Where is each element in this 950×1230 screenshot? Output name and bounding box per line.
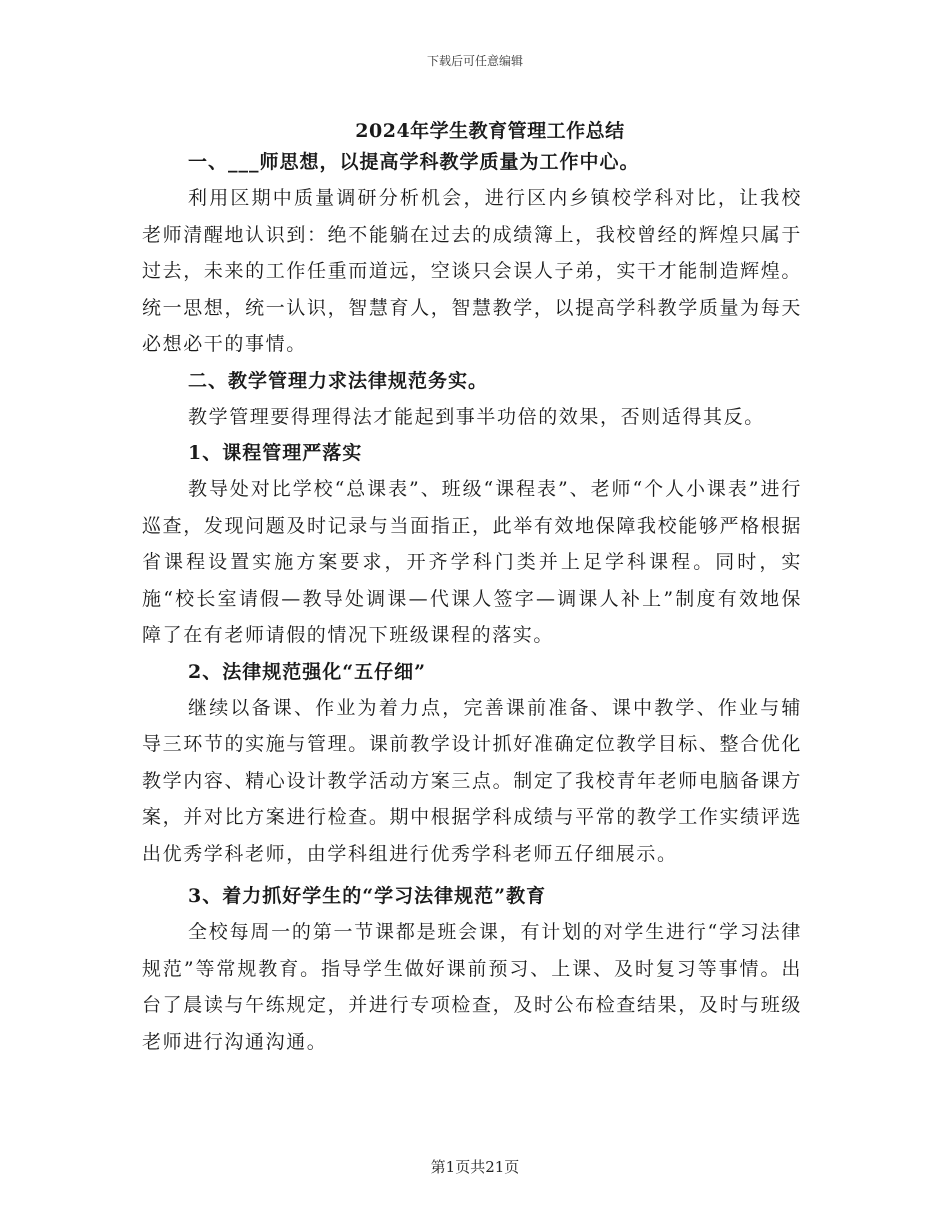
paragraph-1: 利用区期中质量调研分析机会，进行区内乡镇校学科对比，让我校老师清醒地认识到：绝不能躺在过去的成绩簿上，我校曾经的辉煌只属于过去，未来的工作任重而道远，空谈只会误人子弟，实干才能制造辉煌。统一思想，统一认识，智慧育人，智慧教学，以提高学科教学质量为每天必想必干的事情。 bbox=[142, 187, 802, 355]
subsection-heading-study-norms: 3、着力抓好学生的“学习法律规范”教育 bbox=[188, 885, 547, 907]
page-header-note: 下载后可任意编辑 bbox=[426, 54, 523, 68]
paragraph-5: 全校每周一的第一节课都是班会课，有计划的对学生进行“学习法律规范”等常规教育。指导学生做好课前预习、上课、及时复习等事情。出台了晨读与午练规定，并进行专项检查，及时公布检查结果，及时与班级老师进行沟通沟通。 bbox=[142, 921, 802, 1053]
section-heading-1: 一、___师思想，以提高学科教学质量为工作中心。 bbox=[188, 151, 640, 173]
paragraph-3: 教导处对比学校“总课表”、班级“课程表”、老师“个人小课表”进行巡查，发现问题及时记录与当面指正，此举有效地保障我校能够严格根据省课程设置实施方案要求，开齐学科门类并上足学科课程。同时，实施“校长室请假—教导处调课—代课人签字—调课人补上”制度有效地保障了在有老师请假的情况下班级课程的落实。 bbox=[142, 478, 802, 646]
document-title: 2024年学生教育管理工作总结 bbox=[355, 120, 625, 142]
paragraph-2: 教学管理要得理得法才能起到事半功倍的效果，否则适得其反。 bbox=[188, 405, 765, 428]
subsection-heading-five-details: 2、法律规范强化“五仔细” bbox=[188, 660, 427, 683]
paragraph-4: 继续以备课、作业为着力点，完善课前准备、课中教学、作业与辅导三环节的实施与管理。课前教学设计抓好准确定位教学目标、整合优化教学内容、精心设计教学活动方案三点。制定了我校青年老师电脑备课方案，并对比方案进行检查。期中根据学科成绩与平常的教学工作实绩评选出优秀学科老师，由学科组进行优秀学科老师五仔细展示。 bbox=[142, 696, 802, 865]
subsection-heading-course-management: 1、课程管理严落实 bbox=[188, 442, 363, 464]
page-footer: 第1页共21页 bbox=[430, 1158, 520, 1176]
section-heading-2: 二、教学管理力求法律规范务实。 bbox=[188, 369, 489, 392]
document-body bbox=[142, 144, 802, 1060]
